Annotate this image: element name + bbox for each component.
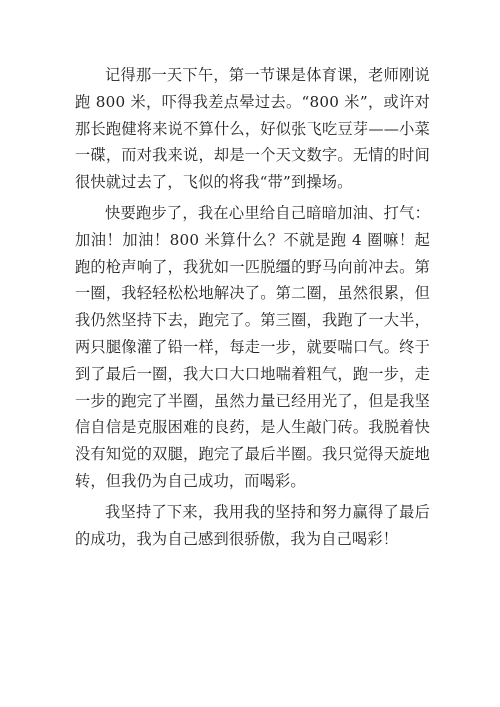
document-body	[75, 62, 430, 552]
paragraph-3: 我坚持了下来，我用我的坚持和努力赢得了最后的成功，我为自己感到很骄傲，我为自己喝彩！	[75, 502, 430, 548]
paragraph-1: 记得那一天下午，第一节课是体育课，老师刚说跑 800 米，吓得我差点晕过去。“800 米”，或许对那长跑健将来说不算什么，好似张飞吃豆芽——小菜一碟，而对我来说，却是一个天文数字。无情的时间很快就过去了，飞似的将我“带”到操场。	[75, 66, 430, 192]
paragraph-2: 快要跑步了，我在心里给自己暗暗加油、打气：加油！加油！800 米算什么？不就是跑 4 圈嘛！起跑的枪声响了，我犹如一匹脱缰的野马向前冲去。第一圈，我轻轻松松地解决了。第二圈，虽然很累，但我仍然坚持下去，跑完了。第三圈，我跑了一大半，两只腿像灌了铅一样，每走一步，就要喘口气。终于到了最后一圈，我大口大口地喘着粗气，跑一步，走一步的跑完了半圈，虽然力量已经用光了，但是我坚信自信是克服困难的良药，是人生敲门砖。我脱着快没有知觉的双腿，跑完了最后半圈。我只觉得天旋地转，但我仍为自己成功，而喝彩。	[75, 203, 430, 490]
